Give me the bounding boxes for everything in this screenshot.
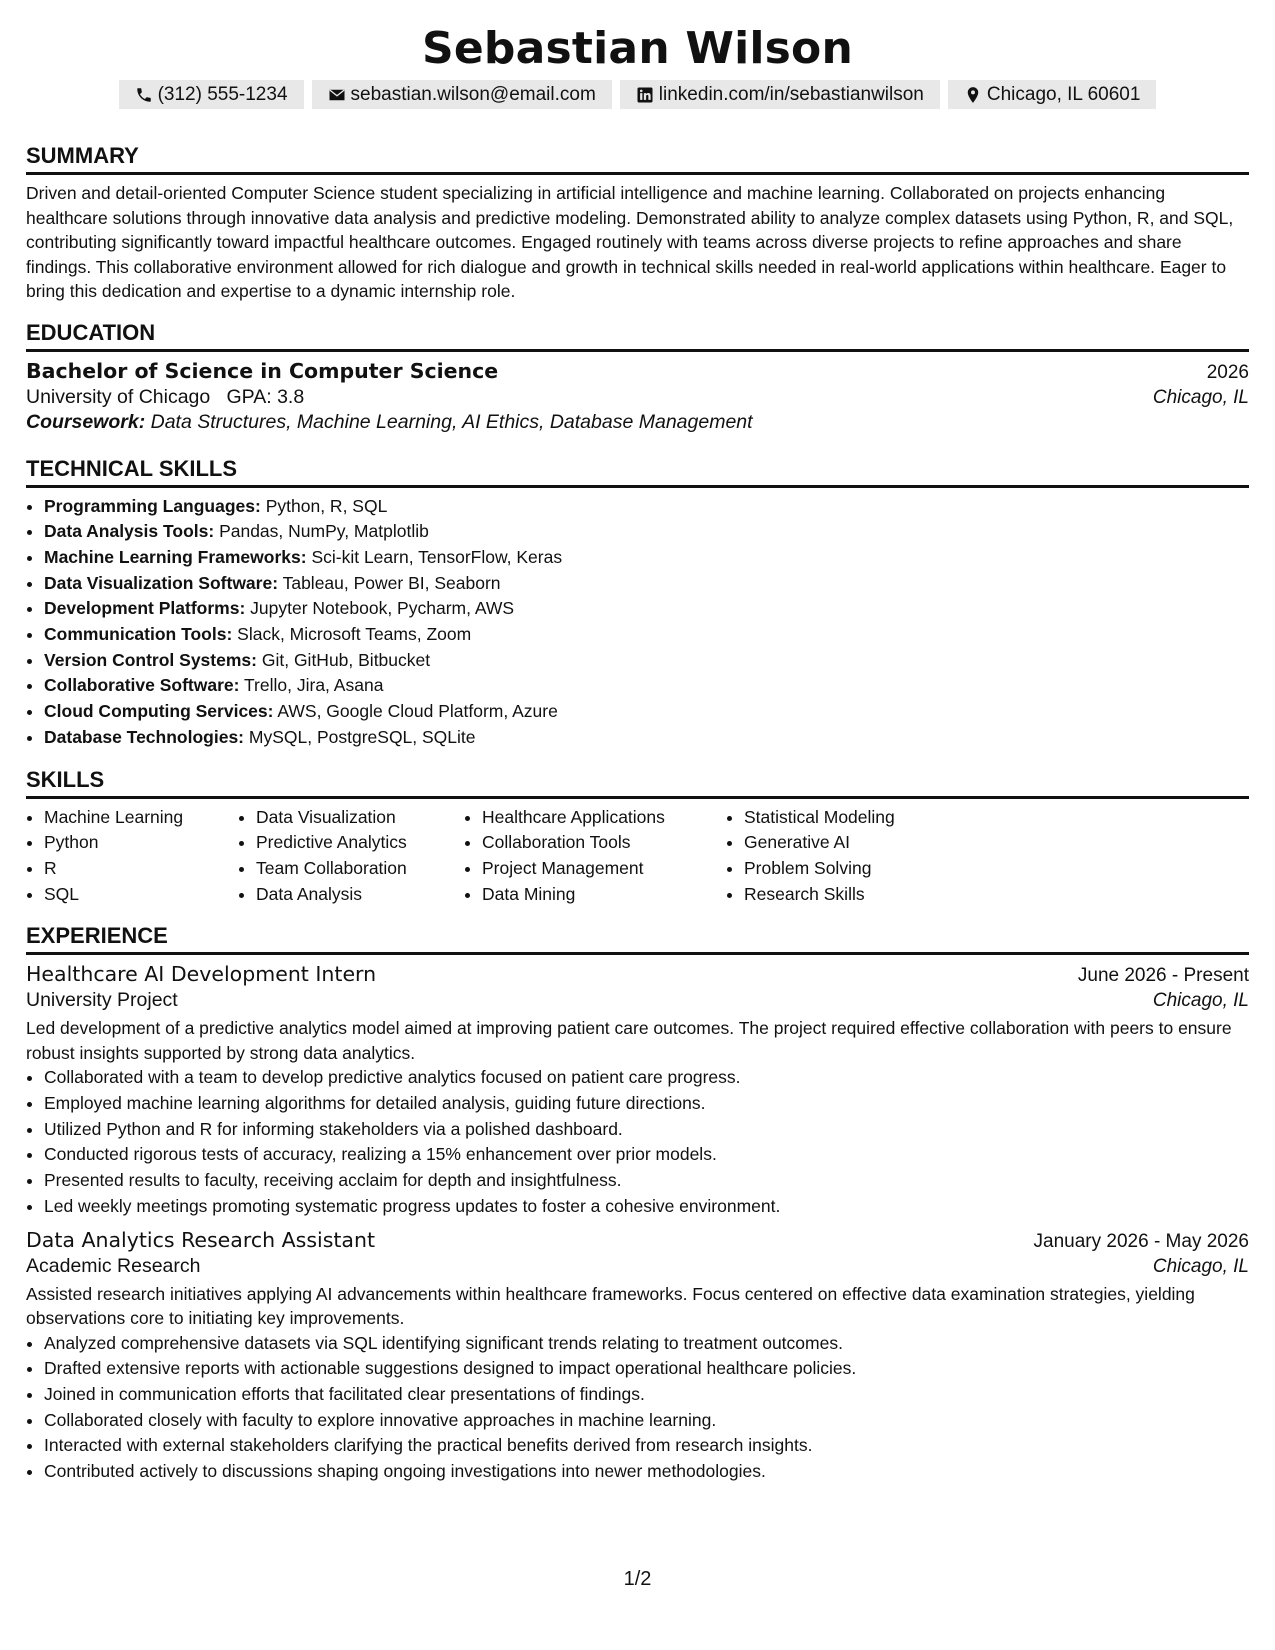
list-item: • Presented results to faculty, receiving acclaim for depth and insightfulness.: [44, 1168, 1249, 1194]
skill-values: Slack, Microsoft Teams, Zoom: [237, 624, 472, 645]
technical-skills-list: [26, 494, 1249, 751]
list-item: • Joined in communication efforts that facilitated clear presentations of findings.: [44, 1382, 1249, 1408]
list-item: [44, 673, 1249, 699]
list-item: • Project Management: [482, 856, 726, 882]
job-title: Healthcare AI Development Intern: [26, 962, 377, 987]
summary-section: [26, 143, 1249, 304]
envelope-icon: [328, 86, 346, 104]
skill-category: Database Technologies:: [44, 726, 245, 747]
list-item: • Collaborated with a team to develop predictive analytics focused on patient care progress.: [44, 1065, 1249, 1091]
job-location: Chicago, IL: [1152, 990, 1249, 1012]
list-item: • R: [44, 856, 238, 882]
coursework-list: Data Structures, Machine Learning, AI Ethics, Database Management: [150, 410, 753, 433]
list-item: • Collaboration Tools: [482, 830, 726, 856]
skills-column-4: [726, 805, 984, 908]
contact-phone-text: (312) 555-1234: [157, 84, 288, 105]
skill-category: Communication Tools:: [44, 624, 233, 645]
list-item: [44, 545, 1249, 571]
candidate-name: Sebastian Wilson: [422, 23, 853, 74]
list-item: • Collaborated closely with faculty to explore innovative approaches in machine learning.: [44, 1408, 1249, 1434]
linkedin-icon: [636, 86, 654, 104]
list-item: • SQL: [44, 882, 238, 908]
degree-title: Bachelor of Science in Computer Science: [26, 358, 499, 383]
phone-icon: [135, 86, 153, 104]
list-item: • Utilized Python and R for informing stakeholders via a polished dashboard.: [44, 1117, 1249, 1143]
list-item: • Healthcare Applications: [482, 805, 726, 831]
coursework-label: Coursework:: [26, 410, 146, 433]
skills-heading: SKILLS: [26, 767, 1249, 799]
skills-column-3: [464, 805, 726, 908]
skill-values: Trello, Jira, Asana: [244, 675, 384, 696]
skill-category: Data Visualization Software:: [44, 572, 279, 593]
job-title: Data Analytics Research Assistant: [26, 1227, 376, 1252]
list-item: • Interacted with external stakeholders clarifying the practical benefits derived from research insights.: [44, 1433, 1249, 1459]
contact-location: [948, 80, 1157, 109]
list-item: • Machine Learning: [44, 805, 238, 831]
skill-values: Tableau, Power BI, Seaborn: [282, 572, 501, 593]
contact-email-text: sebastian.wilson@email.com: [350, 84, 596, 105]
list-item: [44, 725, 1249, 751]
skills-column-1: [26, 805, 238, 908]
summary-heading: SUMMARY: [26, 143, 1249, 175]
skill-category: Programming Languages:: [44, 495, 261, 516]
skill-category: Development Platforms:: [44, 598, 246, 619]
experience-heading: EXPERIENCE: [26, 923, 1249, 955]
skills-section: [26, 767, 1249, 908]
contact-linkedin[interactable]: [620, 80, 940, 109]
list-item: • Drafted extensive reports with actionable suggestions designed to impact operational healthcare policies.: [44, 1356, 1249, 1382]
skills-grid: [26, 805, 1249, 908]
list-item: • Problem Solving: [744, 856, 984, 882]
list-item: [44, 648, 1249, 674]
skill-values: Sci-kit Learn, TensorFlow, Keras: [311, 546, 563, 567]
skill-values: AWS, Google Cloud Platform, Azure: [277, 701, 558, 722]
skill-values: Git, GitHub, Bitbucket: [261, 649, 431, 670]
list-item: • Statistical Modeling: [744, 805, 984, 831]
skill-values: Jupyter Notebook, Pycharm, AWS: [250, 598, 515, 619]
list-item: • Data Visualization: [256, 805, 464, 831]
list-item: • Conducted rigorous tests of accuracy, realizing a 15% enhancement over prior models.: [44, 1142, 1249, 1168]
skill-category: Version Control Systems:: [44, 649, 257, 670]
skill-category: Collaborative Software:: [44, 675, 240, 696]
contact-linkedin-text: linkedin.com/in/sebastianwilson: [658, 84, 924, 105]
map-pin-icon: [964, 86, 982, 104]
skills-column-2: [238, 805, 464, 908]
school-line: [26, 386, 304, 409]
list-item: • Data Mining: [482, 882, 726, 908]
education-location: Chicago, IL: [1152, 386, 1249, 408]
skill-category: Data Analysis Tools:: [44, 521, 215, 542]
contact-phone[interactable]: [119, 80, 304, 109]
list-item: • Data Analysis: [256, 882, 464, 908]
job-description: Led development of a predictive analytics model aimed at improving patient care outcomes. The project required effective collaboration with peers to ensure robust insights supported by strong data analytics.: [26, 1018, 1232, 1063]
list-item: [44, 622, 1249, 648]
education-section: [26, 320, 1249, 434]
technical-skills-section: [26, 456, 1249, 751]
education-heading: EDUCATION: [26, 320, 1249, 352]
list-item: • Analyzed comprehensive datasets via SQL identifying significant trends relating to treatment outcomes.: [44, 1331, 1249, 1357]
list-item: [44, 596, 1249, 622]
job-org: Academic Research: [26, 1254, 201, 1277]
gpa: GPA: 3.8: [226, 385, 305, 408]
list-item: [44, 494, 1249, 520]
page-number: 1/2: [623, 1568, 652, 1590]
list-item: • Python: [44, 830, 238, 856]
job-bullets: [26, 1065, 1249, 1219]
job-dates: January 2026 - May 2026: [1033, 1230, 1249, 1252]
job-entry: [26, 1228, 1249, 1485]
job-location: Chicago, IL: [1152, 1255, 1249, 1277]
skill-category: Cloud Computing Services:: [44, 701, 274, 722]
skill-category: Machine Learning Frameworks:: [44, 546, 307, 567]
experience-section: [26, 923, 1249, 1484]
contact-location-text: Chicago, IL 60601: [986, 84, 1141, 105]
job-description: Assisted research initiatives applying AI advancements within healthcare frameworks. Focus centered on effective data examination strategies, yielding observations core to initiating key improvements.: [26, 1283, 1195, 1329]
list-item: • Research Skills: [744, 882, 984, 908]
list-item: [44, 699, 1249, 725]
coursework-line: [26, 411, 1249, 434]
technical-skills-heading: TECHNICAL SKILLS: [26, 456, 1249, 488]
school-name: University of Chicago: [26, 385, 211, 408]
skill-values: MySQL, PostgreSQL, SQLite: [248, 726, 476, 747]
contact-email[interactable]: [312, 80, 612, 109]
list-item: [44, 571, 1249, 597]
skill-values: Pandas, NumPy, Matplotlib: [219, 521, 429, 542]
list-item: • Employed machine learning algorithms for detailed analysis, guiding future directions.: [44, 1091, 1249, 1117]
list-item: • Team Collaboration: [256, 856, 464, 882]
job-entry: [26, 962, 1249, 1219]
list-item: • Predictive Analytics: [256, 830, 464, 856]
skill-values: Python, R, SQL: [265, 495, 388, 516]
list-item: • Generative AI: [744, 830, 984, 856]
job-dates: June 2026 - Present: [1077, 965, 1249, 987]
contact-bar: [26, 80, 1249, 109]
list-item: • Contributed actively to discussions shaping ongoing investigations into newer methodologies.: [44, 1459, 1249, 1485]
graduation-year: 2026: [1206, 361, 1249, 383]
job-org: University Project: [26, 989, 178, 1012]
list-item: [44, 519, 1249, 545]
summary-text: Driven and detail-oriented Computer Science student specializing in artificial intelligence and machine learning. Collaborated on projects enhancing healthcare solutions through innovative data analysis and predictive modeling. Demonstrated ability to analyze complex datasets using Python, R, and SQL, contributing significantly toward impactful healthcare outcomes. Engaged routinely with teams across diverse projects to refine approaches and share findings. This collaborative environment allowed for rich dialogue and growth in technical skills needed in real-world applications within healthcare. Eager to bring this dedication and expertise to a dynamic internship role.: [26, 183, 1234, 301]
job-bullets: [26, 1331, 1249, 1485]
list-item: • Led weekly meetings promoting systematic progress updates to foster a cohesive environment.: [44, 1194, 1249, 1220]
